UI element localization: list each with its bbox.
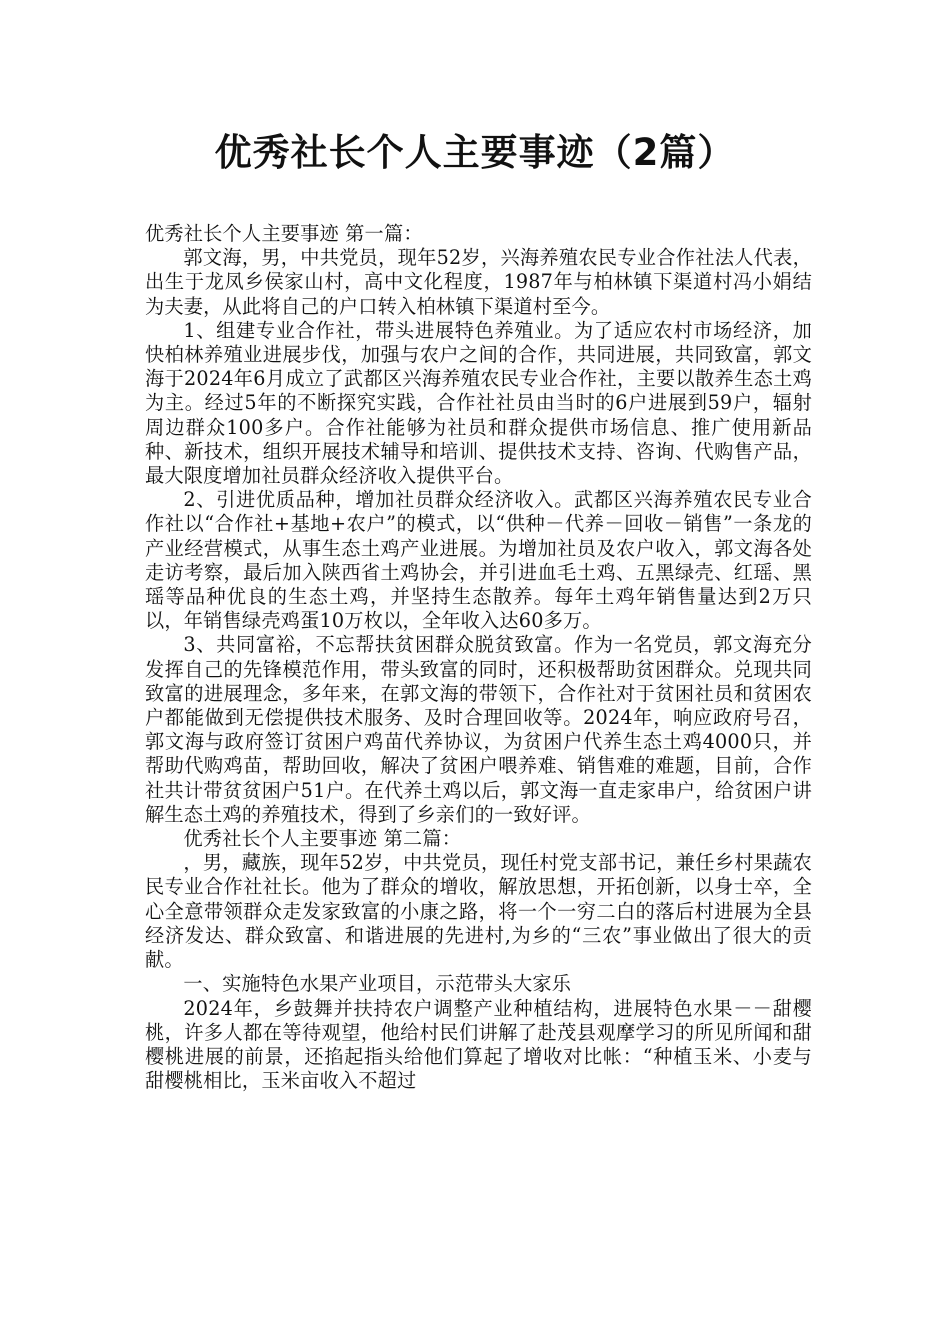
- section-heading: 一、实施特色水果产业项目，示范带头大家乐: [183, 972, 572, 996]
- body-paragraph: 2、引进优质品种，增加社员群众经济收入。武都区兴海养殖农民专业合作社以“合作社+基地+农户”的模式，以“供种－代养－回收－销售”一条龙的产业经营模式，从事生态土鸡产业进展。为增加社员及农户收入，郭文海各处走访考察，最后加入陕西省土鸡协会，并引进血毛土鸡、五黑绿壳、红瑶、黑瑶等品种优良的生态土鸡，并坚持生态散养。每年土鸡年销售量达到2万只以，年销售绿壳鸡蛋10万枚以，全年收入达60多万。: [145, 488, 812, 633]
- document-title: 优秀社长个人主要事迹（2篇）: [214, 131, 736, 174]
- document-body: [145, 222, 812, 1093]
- body-paragraph: ，男，藏族，现年52岁，中共党员，现任村党支部书记，兼任乡村果蔬农民专业合作社社长。他为了群众的增收，解放思想，开拓创新，以身士卒，全心全意带领群众走发家致富的小康之路，将一个一穷二白的落后村进展为全县经济发达、群众致富、和谐进展的先进村,为乡的“三农”事业做出了很大的贡献。: [145, 851, 812, 972]
- part-one-heading: 优秀社长个人主要事迹 第一篇：: [145, 222, 423, 245]
- body-paragraph: 郭文海，男，中共党员，现年52岁，兴海养殖农民专业合作社法人代表，出生于龙凤乡侯家山村，高中文化程度，1987年与柏林镇下渠道村冯小娟结为夫妻，从此将自己的户口转入柏林镇下渠道村至今。: [145, 246, 812, 318]
- part-two-heading: 优秀社长个人主要事迹 第二篇：: [183, 827, 462, 851]
- body-paragraph: 2024年，乡鼓舞并扶持农户调整产业种植结构，进展特色水果－－甜樱桃，许多人都在等待观望，他给村民们讲解了赴茂县观摩学习的所见所闻和甜樱桃进展的前景，还掐起指头给他们算起了增收对比帐：“种植玉米、小麦与甜樱桃相比，玉米亩收入不超过: [145, 996, 812, 1093]
- body-paragraph: 1、组建专业合作社，带头进展特色养殖业。为了适应农村市场经济，加快柏林养殖业进展步伐，加强与农户之间的合作，共同进展，共同致富，郭文海于2024年6月成立了武都区兴海养殖农民专业合作社，主要以散养生态土鸡为主。经过5年的不断探究实践，合作社社员由当时的6户进展到59户，辐射周边群众100多户。合作社能够为社员和群众提供市场信息、推广使用新品种、新技术，组织开展技术辅导和培训、提供技术支持、咨询、代购售产品，最大限度增加社员群众经济收入提供平台。: [145, 318, 812, 488]
- body-paragraph: 3、共同富裕，不忘帮扶贫困群众脱贫致富。作为一名党员，郭文海充分发挥自己的先锋模范作用，带头致富的同时，还积极帮助贫困群众。兑现共同致富的进展理念，多年来，在郭文海的带领下，合作社对于贫困社员和贫困农户都能做到无偿提供技术服务、及时合理回收等。2024年，响应政府号召，郭文海与政府签订贫困户鸡苗代养协议，为贫困户代养生态土鸡4000只，并帮助代购鸡苗，帮助回收，解决了贫困户喂养难、销售难的难题，目前，合作社共计带贫贫困户51户。在代养土鸡以后，郭文海一直走家串户，给贫困户讲解生态土鸡的养殖技术，得到了乡亲们的一致好评。: [145, 633, 812, 826]
